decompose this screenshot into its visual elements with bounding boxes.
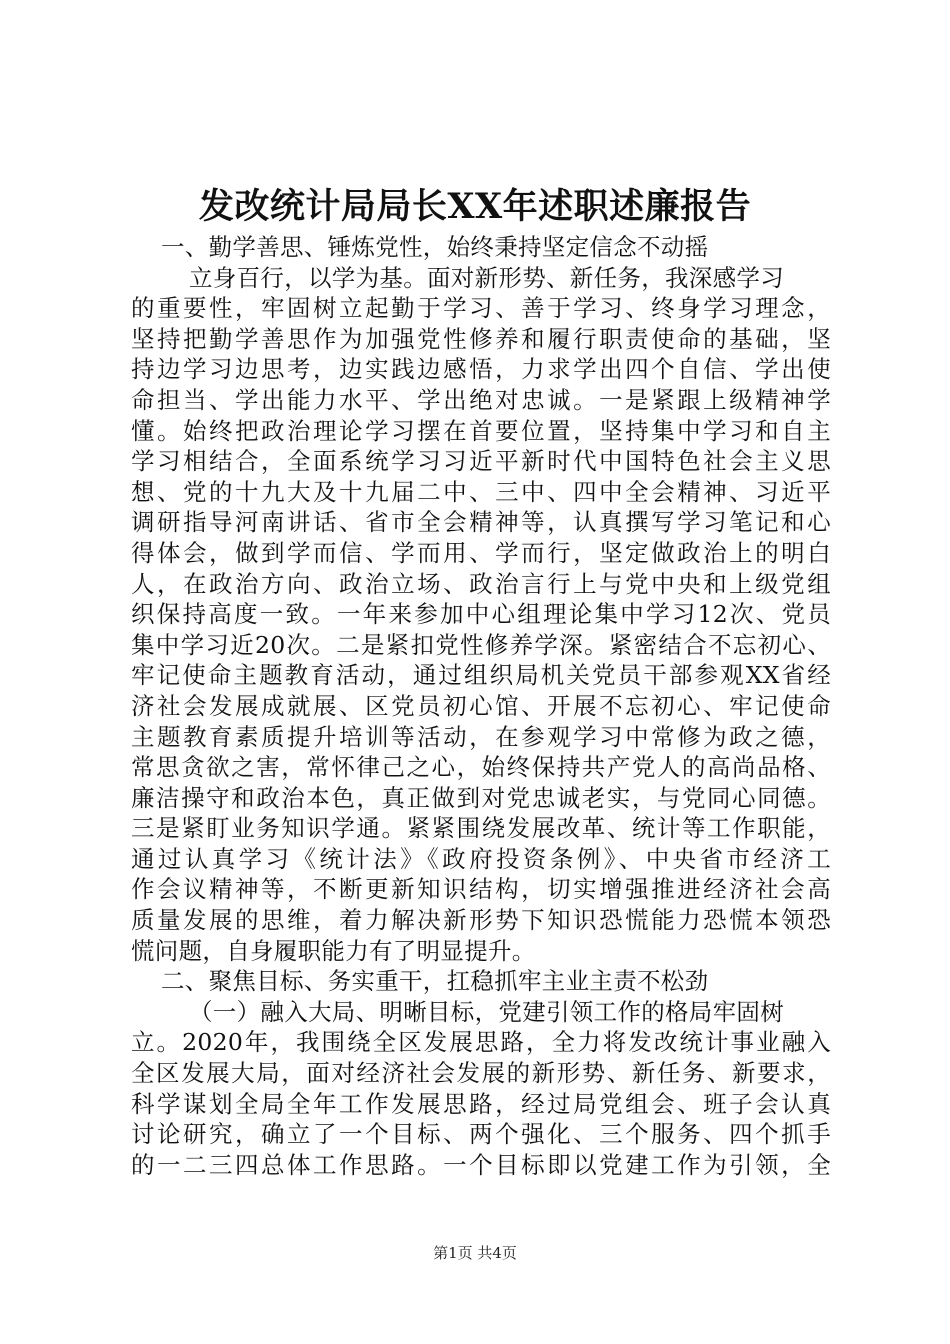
document-title: 发改统计局局长XX年述职述廉报告	[198, 186, 752, 227]
paragraph-line: 主题教育素质提升培训等活动，在参观学习中常修为政之德，	[131, 722, 831, 751]
document-body	[131, 232, 831, 1180]
paragraph-line: 廉洁操守和政治本色，真正做到对党忠诚老实，与党同心同德。	[131, 783, 831, 812]
paragraph-line: 牢记使命主题教育活动，通过组织局机关党员干部参观XX省经	[131, 661, 831, 690]
page-footer: 第1页 共4页	[433, 1244, 517, 1262]
paragraph-line: 得体会，做到学而信、学而用、学而行，坚定做政治上的明白	[131, 538, 831, 567]
paragraph-line: （一）融入大局、明晰目标，党建引领工作的格局牢固树	[189, 997, 784, 1026]
paragraph-line: 科学谋划全局全年工作发展思路，经过局党组会、班子会认真	[131, 1089, 831, 1118]
paragraph-line: 通过认真学习《统计法》《政府投资条例》、中央省市经济工	[131, 844, 831, 873]
paragraph-line: 立。2020年，我围绕全区发展思路，全力将发改统计事业融入	[131, 1028, 831, 1057]
paragraph-line: 常思贪欲之害，常怀律己之心，始终保持共产党人的高尚品格、	[131, 753, 831, 782]
section-heading: 一、勤学善思、锤炼党性，始终秉持坚定信念不动摇	[161, 233, 709, 261]
paragraph-line: 立身百行，以学为基。面对新形势、新任务，我深感学习	[189, 263, 784, 292]
paragraph-line: 全区发展大局，面对经济社会发展的新形势、新任务、新要求，	[131, 1059, 831, 1088]
paragraph-line: 调研指导河南讲话、省市全会精神等，认真撰写学习笔记和心	[131, 508, 831, 537]
paragraph-line: 人，在政治方向、政治立场、政治言行上与党中央和上级党组	[131, 569, 831, 598]
paragraph-line: 想、党的十九大及十九届二中、三中、四中全会精神、习近平	[131, 477, 831, 506]
paragraph-line: 慌问题，自身履职能力有了明显提升。	[131, 936, 536, 965]
paragraph-line: 作会议精神等，不断更新知识结构，切实增强推进经济社会高	[131, 875, 831, 904]
paragraph-line: 持边学习边思考，边实践边感悟，力求学出四个自信、学出使	[131, 355, 831, 384]
paragraph-line: 讨论研究，确立了一个目标、两个强化、三个服务、四个抓手	[131, 1120, 831, 1149]
paragraph-line: 质量发展的思维，着力解决新形势下知识恐慌能力恐慌本领恐	[131, 906, 831, 935]
paragraph-line: 的重要性，牢固树立起勤于学习、善于学习、终身学习理念，	[131, 294, 831, 323]
paragraph-line: 济社会发展成就展、区党员初心馆、开展不忘初心、牢记使命	[131, 691, 831, 720]
paragraph-line: 懂。始终把政治理论学习摆在首要位置，坚持集中学习和自主	[131, 416, 831, 445]
section-heading: 二、聚焦目标、务实重干，扛稳抓牢主业主责不松劲	[161, 967, 709, 996]
paragraph-line: 三是紧盯业务知识学通。紧紧围绕发展改革、统计等工作职能，	[131, 814, 831, 843]
paragraph-line: 的一二三四总体工作思路。一个目标即以党建工作为引领，全	[131, 1150, 831, 1179]
paragraph-line: 集中学习近20次。二是紧扣党性修养学深。紧密结合不忘初心、	[131, 630, 831, 659]
paragraph-line: 织保持高度一致。一年来参加中心组理论集中学习12次、党员	[131, 600, 831, 629]
paragraph-line: 学习相结合，全面系统学习习近平新时代中国特色社会主义思	[131, 447, 831, 476]
paragraph-line: 坚持把勤学善思作为加强党性修养和履行职责使命的基础，坚	[131, 324, 831, 353]
paragraph-line: 命担当、学出能力水平、学出绝对忠诚。一是紧跟上级精神学	[131, 385, 831, 414]
